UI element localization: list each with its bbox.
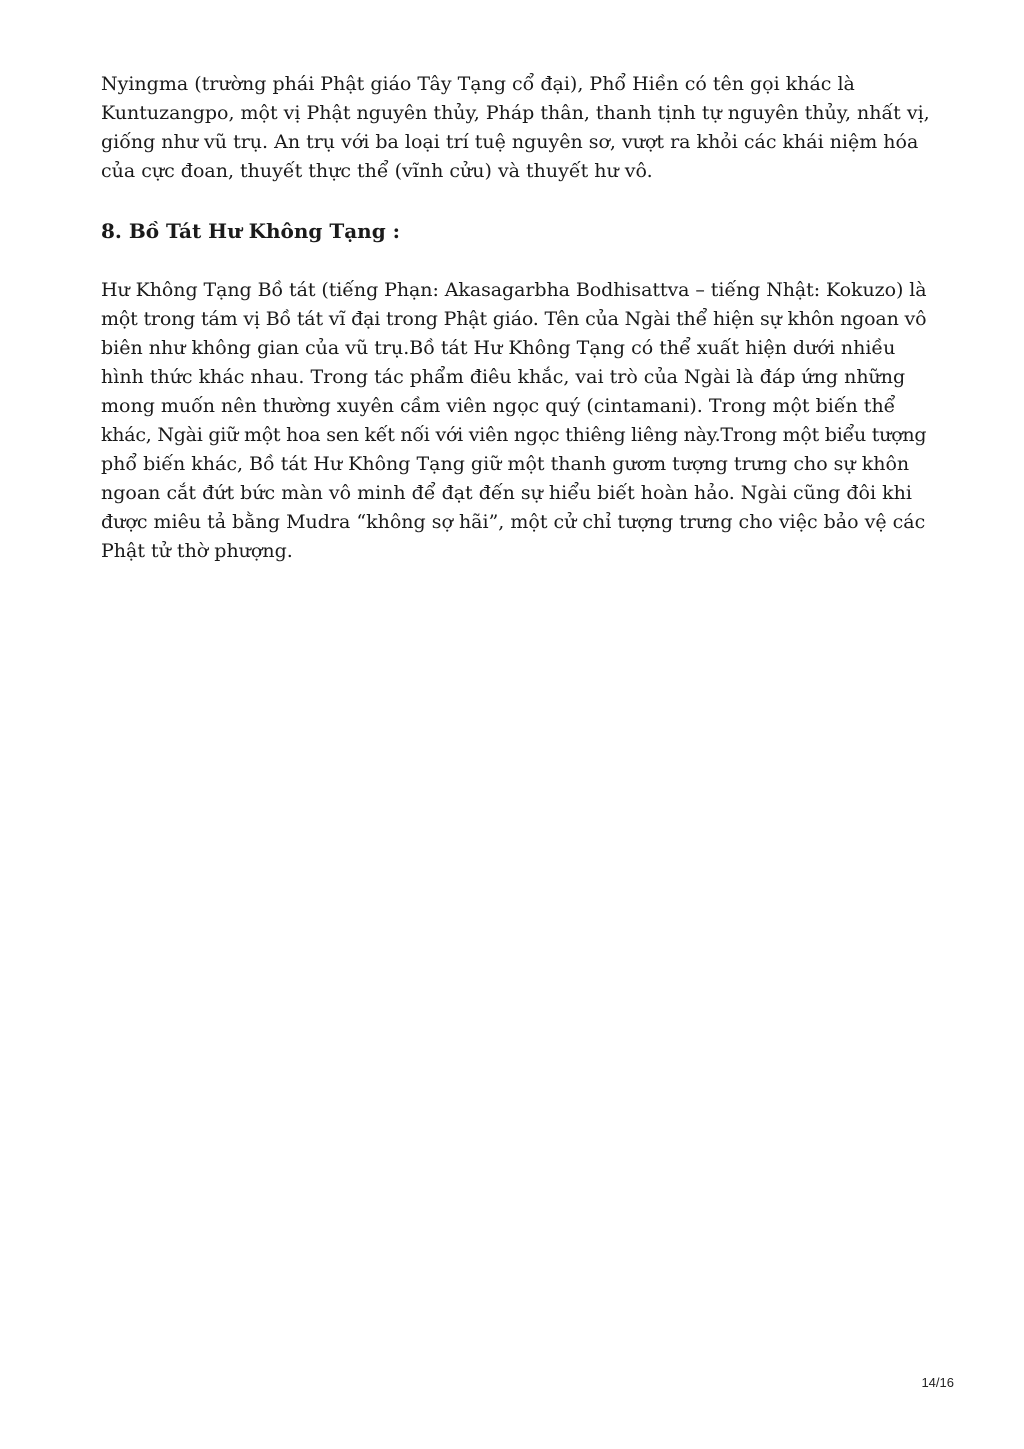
section-heading: 8. Bồ Tát Hư Không Tạng : — [101, 219, 401, 243]
paragraph-line: Phật tử thờ phượng. — [101, 540, 293, 562]
paragraph-line: giống như vũ trụ. An trụ với ba loại trí tuệ nguyên sơ, vượt ra khỏi các khái niệm hóa — [101, 131, 919, 153]
paragraph-line: Kuntuzangpo, một vị Phật nguyên thủy, Pháp thân, thanh tịnh tự nguyên thủy, nhất vị, — [101, 102, 930, 124]
paragraph-line: khác, Ngài giữ một hoa sen kết nối với viên ngọc thiêng liêng này.Trong một biểu tượng — [101, 424, 927, 446]
paragraph-line: mong muốn nên thường xuyên cầm viên ngọc quý (cintamani). Trong một biến thể — [101, 395, 896, 417]
paragraph-line: một trong tám vị Bồ tát vĩ đại trong Phật giáo. Tên của Ngài thể hiện sự khôn ngoan vô — [101, 308, 927, 330]
paragraph-line: Hư Không Tạng Bồ tát (tiếng Phạn: Akasagarbha Bodhisattva – tiếng Nhật: Kokuzo) là — [101, 279, 927, 301]
page-content — [101, 70, 931, 566]
paragraph-line: của cực đoan, thuyết thực thể (vĩnh cửu) và thuyết hư vô. — [101, 160, 653, 182]
paragraph-akasagarbha — [101, 276, 931, 566]
page-number: 14/16 — [921, 1375, 954, 1390]
paragraph-line: ngoan cắt đứt bức màn vô minh để đạt đến sự hiểu biết hoàn hảo. Ngài cũng đôi khi — [101, 482, 912, 504]
paragraph-line: phổ biến khác, Bồ tát Hư Không Tạng giữ một thanh gươm tượng trưng cho sự khôn — [101, 453, 910, 475]
paragraph-nyingma — [101, 70, 931, 186]
paragraph-line: được miêu tả bằng Mudra “không sợ hãi”, một cử chỉ tượng trưng cho việc bảo vệ các — [101, 511, 926, 533]
paragraph-line: Nyingma (trường phái Phật giáo Tây Tạng cổ đại), Phổ Hiền có tên gọi khác là — [101, 73, 855, 95]
paragraph-line: hình thức khác nhau. Trong tác phẩm điêu khắc, vai trò của Ngài là đáp ứng những — [101, 366, 906, 388]
paragraph-line: biên như không gian của vũ trụ.Bồ tát Hư Không Tạng có thể xuất hiện dưới nhiều — [101, 337, 896, 359]
